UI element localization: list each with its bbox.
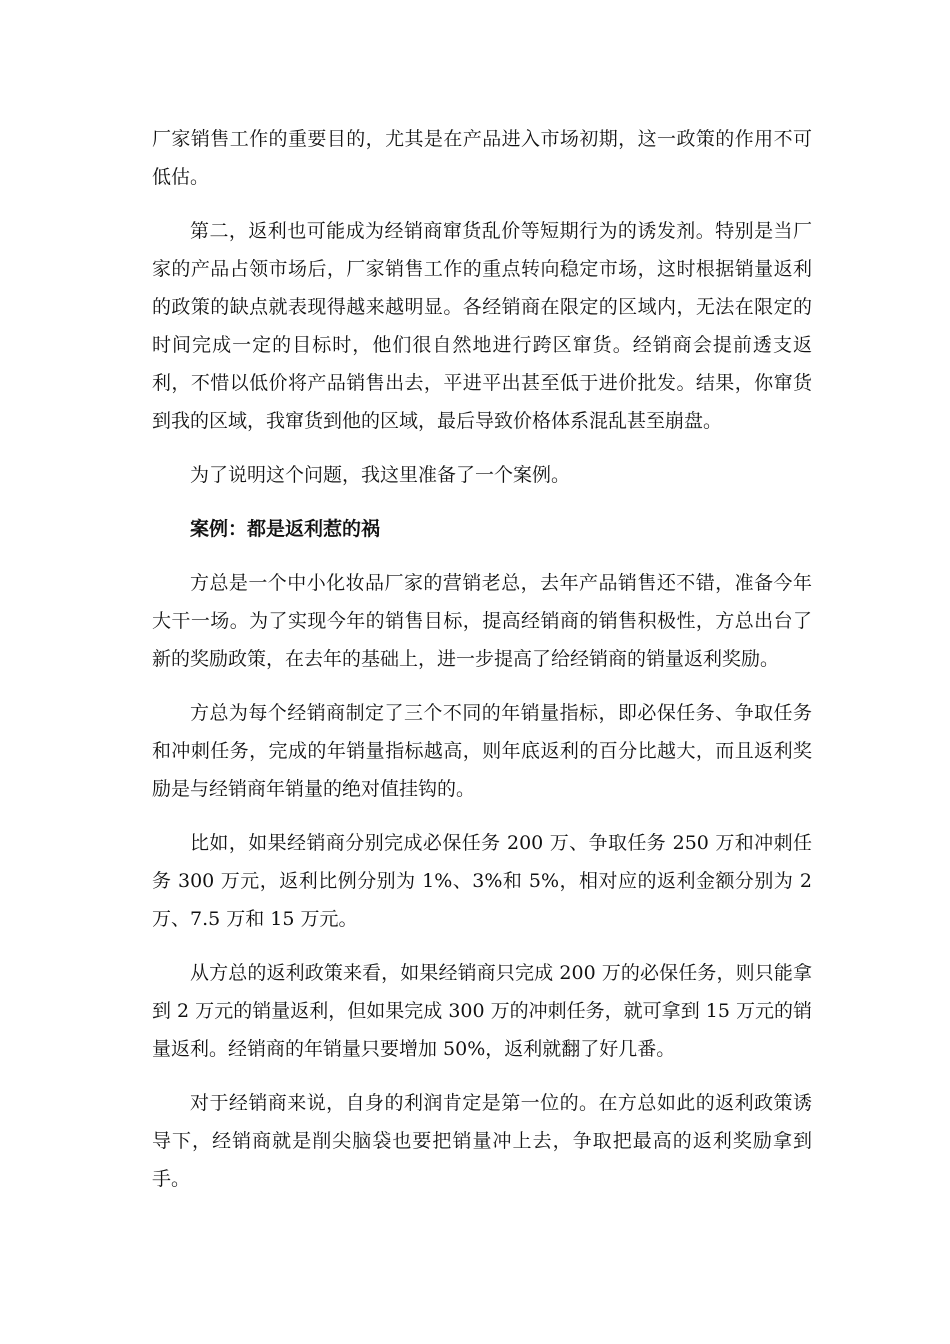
case-paragraph: 对于经销商来说，自身的利润肯定是第一位的。在方总如此的返利政策诱导下，经销商就是削尖脑袋也要把销量冲上去，争取把最高的返利奖励拿到手。: [152, 1092, 812, 1190]
document-body: [152, 120, 812, 1214]
case-paragraph: 从方总的返利政策来看，如果经销商只完成 200 万的必保任务，则只能拿到 2 万元的销量返利，但如果完成 300 万的冲刺任务，就可拿到 15 万元的销量返利。经销商的年销量只要增加 50%，返利就翻了好几番。: [152, 962, 812, 1060]
case-heading: 案例：都是返利惹的祸: [190, 518, 381, 540]
case-paragraph: 方总是一个中小化妆品厂家的营销老总，去年产品销售还不错，准备今年大干一场。为了实现今年的销售目标，提高经销商的销售积极性，方总出台了新的奖励政策，在去年的基础上，进一步提高了给经销商的销量返利奖励。: [152, 572, 812, 670]
case-paragraph: 方总为每个经销商制定了三个不同的年销量指标，即必保任务、争取任务和冲刺任务，完成的年销量指标越高，则年底返利的百分比越大，而且返利奖励是与经销商年销量的绝对值挂钩的。: [152, 702, 812, 800]
paragraph-continuation: 厂家销售工作的重要目的，尤其是在产品进入市场初期，这一政策的作用不可低估。: [152, 128, 812, 188]
paragraph-rebate-side-effect: 第二，返利也可能成为经销商窜货乱价等短期行为的诱发剂。特别是当厂家的产品占领市场后，厂家销售工作的重点转向稳定市场，这时根据销量返利的政策的缺点就表现得越来越明显。各经销商在限定的区域内，无法在限定的时间完成一定的目标时，他们很自然地进行跨区窜货。经销商会提前透支返利，不惜以低价将产品销售出去，平进平出甚至低于进价批发。结果，你窜货到我的区域，我窜货到他的区域，最后导致价格体系混乱甚至崩盘。: [152, 220, 812, 432]
case-paragraph: 比如，如果经销商分别完成必保任务 200 万、争取任务 250 万和冲刺任务 300 万元，返利比例分别为 1%、3%和 5%，相对应的返利金额分别为 2 万、7.5 万和 15 万元。: [152, 832, 812, 930]
paragraph-case-intro: 为了说明这个问题，我这里准备了一个案例。: [190, 464, 571, 486]
